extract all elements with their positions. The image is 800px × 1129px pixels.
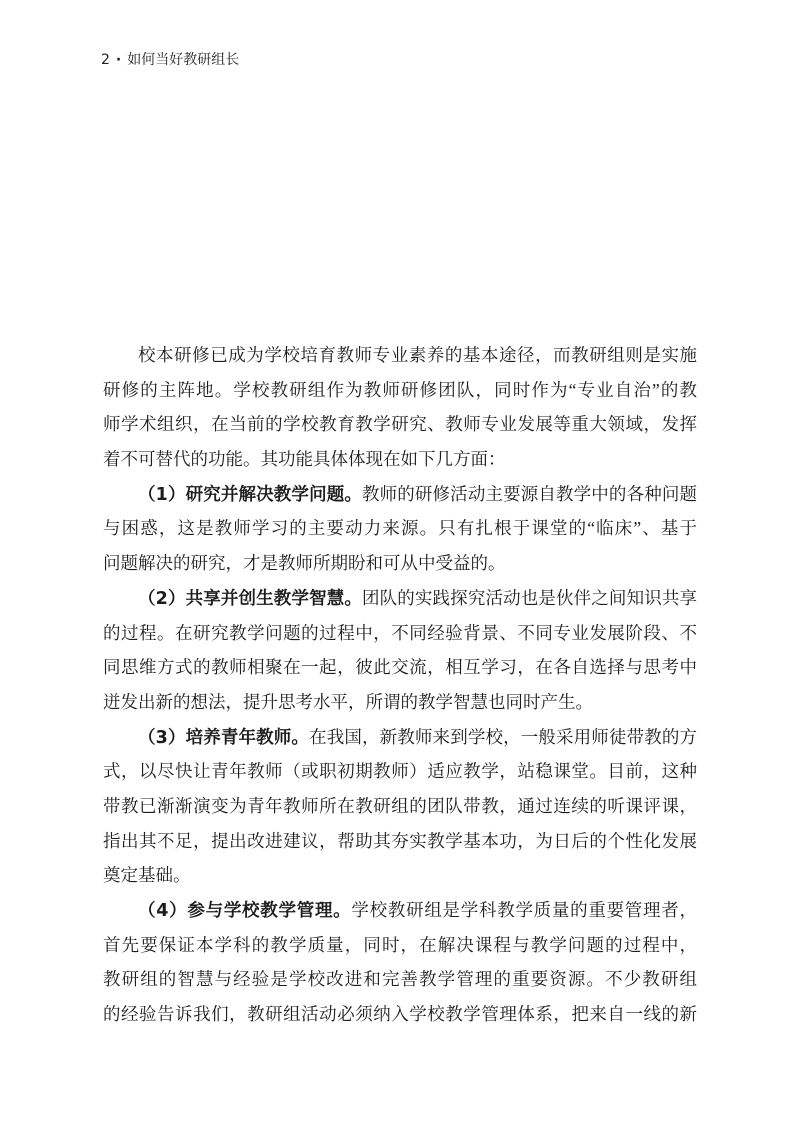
item-first-line xyxy=(103,477,697,512)
body-text xyxy=(103,338,697,1032)
text-line: 教研组的智慧与经验是学校改进和完善教学管理的重要资源。不少教研组 xyxy=(103,969,697,990)
text-line: 同思维方式的教师相聚在一起，彼此交流，相互学习，在各自选择与思考中 xyxy=(103,657,697,678)
page-number: 2 xyxy=(101,52,110,68)
header-separator: · xyxy=(115,52,122,68)
text-line: 的经验告诉我们，教研组活动必须纳入学校教学管理体系，把来自一线的新 xyxy=(103,1004,697,1025)
text-line: 式，以尽快让青年教师（或职初期教师）适应教学，站稳课堂。目前，这种 xyxy=(103,761,697,782)
text-line: 研修的主阵地。学校教研组作为教师研修团队，同时作为“专业自治”的教 xyxy=(103,379,697,400)
item-number: （2） xyxy=(138,588,186,609)
numbered-item-3 xyxy=(103,720,697,893)
item-heading: 培养青年教师。 xyxy=(185,727,310,748)
numbered-item-1 xyxy=(103,477,697,581)
item-first-line xyxy=(103,893,697,928)
text-line: 迸发出新的想法，提升思考水平，所谓的教学智慧也同时产生。 xyxy=(103,691,593,712)
text-span: 团队的实践探究活动也是伙伴之间知识共享 xyxy=(361,587,697,608)
book-title: 如何当好教研组长 xyxy=(127,52,240,68)
text-line: 问题解决的研究，才是教师所期盼和可从中受益的。 xyxy=(103,553,506,574)
text-line: 着不可替代的功能。其功能具体体现在如下几方面： xyxy=(103,449,506,470)
text-line: 师学术组织，在当前的学校教育教学研究、教师专业发展等重大领域，发挥 xyxy=(103,414,697,435)
text-line: 指出其不足，提出改进建议，帮助其夯实教学基本功，为日后的个性化发展 xyxy=(103,830,697,851)
item-first-line xyxy=(103,720,697,755)
item-heading: 研究并解决教学问题。 xyxy=(185,484,362,505)
item-heading: 共享并创生教学智慧。 xyxy=(185,588,362,609)
text-span: 教师的研修活动主要源自教学中的各种问题 xyxy=(361,483,697,504)
text-line: 校本研修已成为学校培育教师专业素养的基本途径，而教研组则是实施 xyxy=(138,345,697,365)
item-number: （4） xyxy=(138,901,188,921)
item-number: （3） xyxy=(138,727,186,748)
text-span: 学校教研组是学科教学质量的重要管理者， xyxy=(351,900,697,920)
intro-paragraph xyxy=(103,338,697,477)
text-line: 与困惑，这是教师学习的主要动力来源。只有扎根于课堂的“临床”、基于 xyxy=(103,518,697,539)
item-first-line xyxy=(103,581,697,616)
item-number: （1） xyxy=(138,484,186,505)
running-header xyxy=(101,50,239,70)
text-line: 的过程。在研究教学问题的过程中，不同经验背景、不同专业发展阶段、不 xyxy=(103,622,697,643)
numbered-item-2 xyxy=(103,581,697,720)
numbered-item-4 xyxy=(103,893,697,1032)
text-line: 带教已渐渐演变为青年教师所在教研组的团队带教，通过连续的听课评课， xyxy=(103,795,697,816)
item-heading: 参与学校教学管理。 xyxy=(187,901,352,921)
text-line: 首先要保证本学科的教学质量，同时，在解决课程与教学问题的过程中， xyxy=(103,934,697,955)
text-line: 奠定基础。 xyxy=(103,865,191,886)
text-span: 在我国，新教师来到学校，一般采用师徒带教的方 xyxy=(309,726,697,747)
